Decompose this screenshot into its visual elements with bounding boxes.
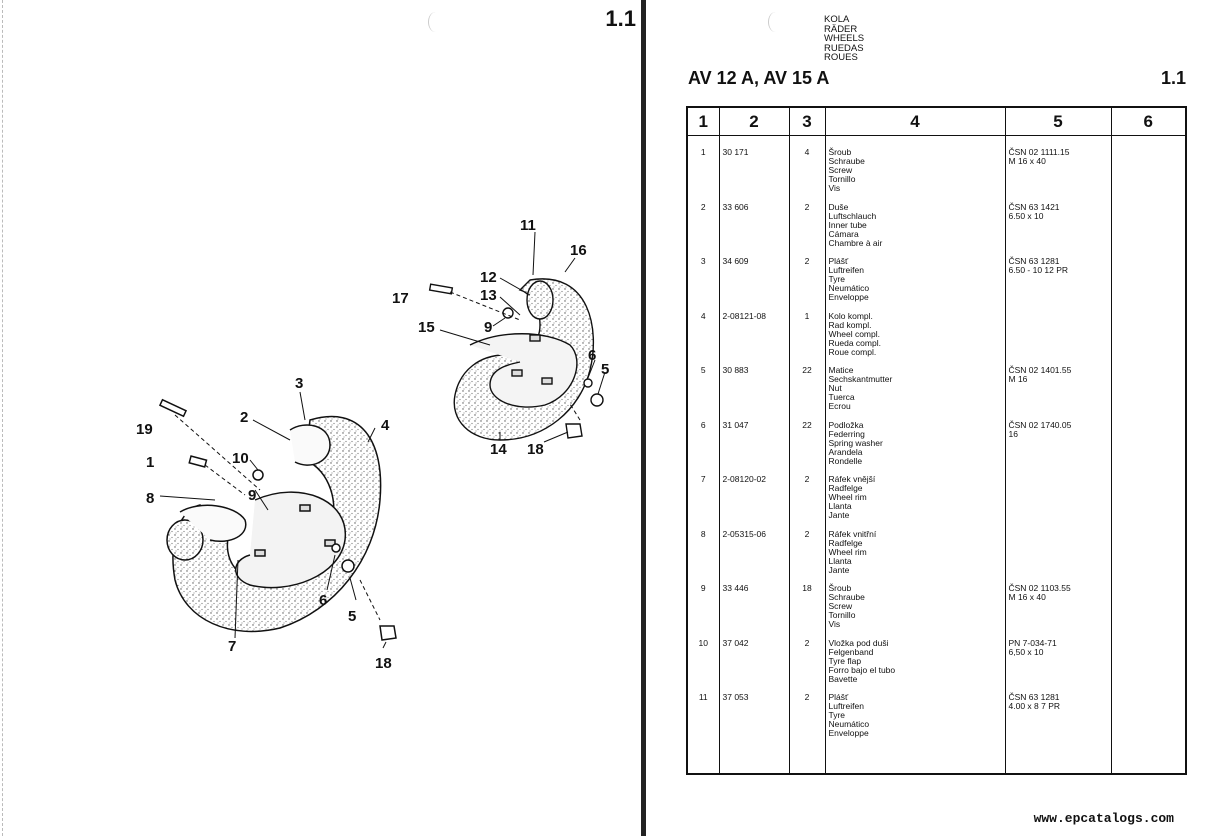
- description-line: Neumático: [828, 719, 870, 730]
- cell-description: [825, 639, 1005, 694]
- cell-standard: [1005, 693, 1111, 774]
- cell-description: [825, 584, 1005, 639]
- standard-line: 6,50 x 10: [1008, 646, 1044, 657]
- description-line: Plášť: [828, 256, 849, 266]
- nut: [342, 560, 354, 572]
- description-line: Wheel rim: [828, 546, 867, 557]
- description-line: Llanta: [828, 555, 852, 566]
- hub-nut: [380, 626, 396, 640]
- description-line: Federring: [828, 428, 865, 439]
- col-header-5: 5: [1005, 107, 1111, 136]
- cell-note: [1111, 203, 1186, 258]
- callout-5: 5: [601, 361, 610, 378]
- cell-note: [1111, 530, 1186, 585]
- description-line: Jante: [828, 510, 850, 521]
- standard-line: 16: [1008, 428, 1018, 439]
- standard-line: ČSN 63 1281: [1008, 692, 1060, 702]
- category-cs: KOLA: [824, 14, 850, 25]
- washer: [332, 544, 340, 552]
- cell-standard: [1005, 203, 1111, 258]
- cell-quantity: 4: [789, 148, 825, 203]
- cell-quantity: 2: [789, 639, 825, 694]
- description-line: Ecrou: [828, 401, 851, 412]
- callout-10: 10: [232, 450, 249, 467]
- standard-line: PN 7-034-71: [1008, 637, 1057, 648]
- callout-14: 14: [490, 441, 507, 458]
- callout-4: 4: [381, 417, 390, 434]
- small-rim-slot: [542, 378, 552, 384]
- description-line: Wheel compl.: [828, 328, 880, 339]
- description-line: Screw: [828, 165, 853, 176]
- table-header: [687, 107, 1186, 136]
- punch-hole: [768, 12, 783, 32]
- model-title: AV 12 A, AV 15 A: [688, 68, 830, 88]
- cell-part-number: 37 053: [719, 693, 789, 774]
- cell-quantity: 1: [789, 312, 825, 367]
- cell-position: 4: [687, 312, 719, 367]
- callout-8: 8: [146, 490, 155, 507]
- cell-position: 1: [687, 148, 719, 203]
- cell-note: [1111, 312, 1186, 367]
- description-line: Felgenband: [828, 646, 874, 657]
- cell-standard: [1005, 475, 1111, 530]
- description-line: Inner tube: [828, 219, 867, 230]
- callout-16: 16: [570, 242, 587, 259]
- description-line: Podložka: [828, 419, 864, 430]
- description-line: Screw: [828, 601, 853, 612]
- cell-description: [825, 475, 1005, 530]
- standard-line: ČSN 02 1401.55: [1008, 365, 1072, 375]
- table-spacer: [687, 136, 1186, 149]
- cell-part-number: 33 606: [719, 203, 789, 258]
- cell-part-number: 30 171: [719, 148, 789, 203]
- table-row: [687, 530, 1186, 585]
- cell-note: [1111, 257, 1186, 312]
- valve-stem: [160, 400, 186, 416]
- callout-3: 3: [295, 375, 304, 392]
- col-header-6: 6: [1111, 107, 1186, 136]
- cell-quantity: 2: [789, 693, 825, 774]
- cell-note: [1111, 148, 1186, 203]
- cell-note: [1111, 421, 1186, 476]
- description-line: Enveloppe: [828, 728, 869, 739]
- callout-9: 9: [248, 487, 257, 504]
- page-number: 1.1: [605, 6, 636, 31]
- category-heading: [824, 15, 864, 63]
- table-row: [687, 584, 1186, 639]
- cell-quantity: 22: [789, 366, 825, 421]
- description-line: Šroub: [828, 583, 852, 593]
- bolt: [189, 456, 206, 467]
- table-body: [687, 136, 1186, 775]
- cell-description: [825, 421, 1005, 476]
- category-fr: ROUES: [824, 52, 858, 63]
- category-en: WHEELS: [824, 33, 865, 44]
- cell-quantity: 22: [789, 421, 825, 476]
- callout-18: 18: [527, 441, 544, 458]
- standard-line: M 16 x 40: [1008, 592, 1046, 603]
- description-line: Neumático: [828, 283, 870, 294]
- cell-note: [1111, 639, 1186, 694]
- standard-line: M 16 x 40: [1008, 156, 1046, 167]
- description-line: Radfelge: [828, 483, 863, 494]
- cell-quantity: 18: [789, 584, 825, 639]
- cell-description: [825, 148, 1005, 203]
- cell-quantity: 2: [789, 257, 825, 312]
- parts-table: [686, 106, 1187, 775]
- standard-line: 4.00 x 8 7 PR: [1008, 701, 1061, 712]
- description-line: Arandela: [828, 446, 863, 457]
- description-line: Plášť: [828, 692, 849, 702]
- category-es: RUEDAS: [824, 42, 864, 54]
- cell-position: 3: [687, 257, 719, 312]
- description-line: Vložka pod duši: [828, 637, 889, 648]
- cell-quantity: 2: [789, 475, 825, 530]
- callout-7: 7: [228, 638, 237, 655]
- cell-part-number: 30 883: [719, 366, 789, 421]
- description-line: Jante: [828, 564, 850, 575]
- description-line: Ráfek vnější: [828, 474, 876, 484]
- cell-note: [1111, 366, 1186, 421]
- description-line: Schraube: [828, 592, 865, 603]
- cell-position: 10: [687, 639, 719, 694]
- cell-note: [1111, 693, 1186, 774]
- table-row: [687, 203, 1186, 258]
- small-inner-rim: [527, 281, 553, 319]
- description-line: Tornillo: [828, 610, 856, 621]
- description-line: Roue compl.: [828, 346, 877, 357]
- category-de: RÄDER: [824, 23, 858, 35]
- table-row: [687, 475, 1186, 530]
- callout-12: 12: [480, 269, 497, 286]
- small-nut: [591, 394, 603, 406]
- large-rim-slot: [300, 505, 310, 511]
- standard-line: ČSN 63 1421: [1008, 201, 1060, 212]
- cell-position: 2: [687, 203, 719, 258]
- cell-part-number: 34 609: [719, 257, 789, 312]
- cell-part-number: 37 042: [719, 639, 789, 694]
- standard-line: M 16: [1008, 374, 1028, 385]
- cell-quantity: 2: [789, 203, 825, 258]
- large-rim-slot: [255, 550, 265, 556]
- cell-part-number: 2-08121-08: [719, 312, 789, 367]
- callout-6: 6: [319, 592, 328, 609]
- callout-17: 17: [392, 290, 409, 307]
- callout-1: 1: [146, 454, 155, 471]
- description-line: Wheel rim: [828, 492, 867, 503]
- description-line: Tornillo: [828, 174, 856, 185]
- description-line: Tyre: [828, 274, 846, 285]
- cell-standard: [1005, 584, 1111, 639]
- cell-standard: [1005, 257, 1111, 312]
- standard-line: ČSN 02 1740.05: [1008, 419, 1072, 430]
- description-line: Tyre flap: [828, 655, 862, 666]
- cell-part-number: 2-05315-06: [719, 530, 789, 585]
- description-line: Enveloppe: [828, 292, 869, 303]
- col-header-3: 3: [789, 107, 825, 136]
- table-row: [687, 693, 1186, 774]
- cell-position: 6: [687, 421, 719, 476]
- standard-line: ČSN 02 1103.55: [1008, 583, 1071, 593]
- standard-line: 6.50 - 10 12 PR: [1008, 265, 1069, 276]
- table-row: [687, 421, 1186, 476]
- description-line: Nut: [828, 383, 842, 394]
- cell-description: [825, 693, 1005, 774]
- col-header-4: 4: [825, 107, 1005, 136]
- cell-standard: [1005, 421, 1111, 476]
- description-line: Spring washer: [828, 437, 883, 448]
- callout-2: 2: [240, 409, 249, 426]
- description-line: Tuerca: [828, 392, 855, 403]
- cell-position: 8: [687, 530, 719, 585]
- cell-part-number: 2-08120-02: [719, 475, 789, 530]
- small-washer: [584, 379, 592, 387]
- description-line: Bavette: [828, 673, 858, 684]
- description-line: Kolo kompl.: [828, 310, 873, 321]
- cell-standard: [1005, 366, 1111, 421]
- callout-9: 9: [484, 319, 493, 336]
- cell-standard: [1005, 148, 1111, 203]
- right-page: [648, 0, 1222, 836]
- description-line: Luftschlauch: [828, 210, 877, 221]
- description-line: Duše: [828, 201, 849, 212]
- small-hub-nut: [566, 424, 582, 438]
- cell-description: [825, 203, 1005, 258]
- description-line: Luftreifen: [828, 701, 864, 712]
- description-line: Rondelle: [828, 455, 863, 466]
- cell-part-number: 31 047: [719, 421, 789, 476]
- callout-19: 19: [136, 421, 153, 438]
- cell-standard: [1005, 639, 1111, 694]
- description-line: Chambre à air: [828, 237, 883, 248]
- description-line: Ráfek vnitřní: [828, 528, 877, 539]
- cell-position: 9: [687, 584, 719, 639]
- small-wheel-assembly: [430, 279, 603, 440]
- description-line: Luftreifen: [828, 265, 864, 276]
- cell-description: [825, 366, 1005, 421]
- callout-13: 13: [480, 287, 497, 304]
- cell-position: 7: [687, 475, 719, 530]
- valve-stem: [430, 284, 453, 294]
- bolt-head: [253, 470, 263, 480]
- description-line: Schraube: [828, 156, 865, 167]
- description-line: Matice: [828, 365, 854, 375]
- description-line: Radfelge: [828, 537, 863, 548]
- table-row: [687, 148, 1186, 203]
- book-spine: [641, 0, 646, 836]
- description-line: Vis: [828, 183, 841, 194]
- callout-5: 5: [348, 608, 357, 625]
- description-line: Forro bajo el tubo: [828, 664, 896, 675]
- description-line: Cámara: [828, 228, 859, 239]
- cell-description: [825, 257, 1005, 312]
- cell-position: 11: [687, 693, 719, 774]
- cell-description: [825, 530, 1005, 585]
- large-wheel-assembly: [160, 400, 396, 640]
- description-line: Vis: [828, 619, 841, 630]
- large-tube: [290, 425, 330, 465]
- callout-6: 6: [588, 347, 597, 364]
- description-line: Rueda compl.: [828, 337, 881, 348]
- callout-15: 15: [418, 319, 435, 336]
- cell-description: [825, 312, 1005, 367]
- table-row: [687, 366, 1186, 421]
- col-header-2: 2: [719, 107, 789, 136]
- description-line: Rad kompl.: [828, 319, 872, 330]
- standard-line: ČSN 02 1111.15: [1008, 147, 1070, 157]
- cell-part-number: 33 446: [719, 584, 789, 639]
- callout-18: 18: [375, 655, 392, 672]
- description-line: Sechskantmutter: [828, 374, 893, 385]
- cell-standard: [1005, 312, 1111, 367]
- col-header-1: 1: [687, 107, 719, 136]
- cell-note: [1111, 475, 1186, 530]
- page-number: 1.1: [1160, 68, 1186, 88]
- footer-url: www.epcatalogs.com: [1033, 811, 1174, 826]
- cell-quantity: 2: [789, 530, 825, 585]
- table-row: [687, 312, 1186, 367]
- description-line: Llanta: [828, 501, 852, 512]
- callout-11: 11: [520, 217, 536, 234]
- standard-line: ČSN 63 1281: [1008, 256, 1060, 266]
- small-rim-slot: [512, 370, 522, 376]
- cell-note: [1111, 584, 1186, 639]
- small-rim-slot: [530, 335, 540, 341]
- cell-standard: [1005, 530, 1111, 585]
- standard-line: 6.50 x 10: [1008, 210, 1044, 221]
- cell-position: 5: [687, 366, 719, 421]
- table-row: [687, 257, 1186, 312]
- description-line: Tyre: [828, 710, 846, 721]
- table-row: [687, 639, 1186, 694]
- description-line: Šroub: [828, 147, 852, 157]
